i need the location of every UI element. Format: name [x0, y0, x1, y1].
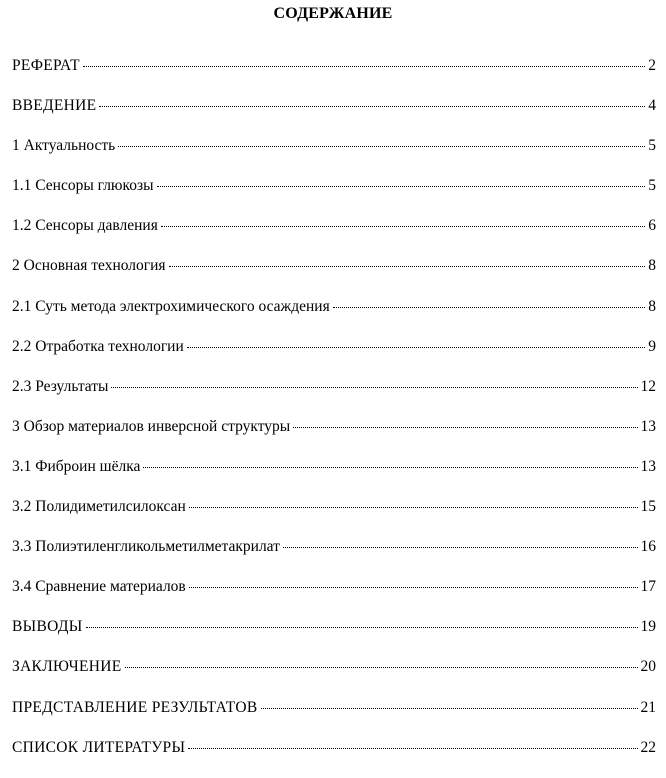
dot-leader	[99, 105, 645, 107]
toc-entry-label: 1.1 Сенсоры глюкозы	[12, 177, 154, 195]
toc-entry-technology-development[interactable]	[12, 337, 656, 377]
toc-entry-page: 4	[648, 97, 656, 115]
toc-entry-page: 5	[648, 177, 656, 195]
dot-leader	[157, 185, 646, 187]
toc-entry-label: 3 Обзор материалов инверсной структуры	[12, 417, 291, 435]
dot-leader	[188, 747, 637, 749]
toc-entry-label: 3.2 Полидиметилсилоксан	[12, 498, 186, 516]
dot-leader	[261, 707, 638, 709]
toc-entry-references[interactable]	[12, 738, 656, 778]
toc-entry-findings[interactable]	[12, 617, 656, 657]
dot-leader	[111, 386, 637, 388]
toc-entry-page: 12	[640, 377, 656, 395]
toc-entry-pegma[interactable]	[12, 537, 656, 577]
toc-entry-page: 20	[640, 658, 656, 676]
dot-leader	[169, 265, 646, 267]
toc-entry-relevance[interactable]	[12, 136, 656, 176]
toc-entry-page: 15	[640, 498, 656, 516]
toc-entry-conclusion[interactable]	[12, 657, 656, 697]
dot-leader	[189, 506, 638, 508]
toc-entry-label: ЗАКЛЮЧЕНИЕ	[12, 658, 122, 676]
toc-entry-silk-fibroin[interactable]	[12, 457, 656, 497]
toc-entry-label: РЕФЕРАТ	[12, 57, 80, 74]
toc-entry-label: ПРЕДСТАВЛЕНИЕ РЕЗУЛЬТАТОВ	[12, 698, 258, 716]
toc-entry-label: 2.3 Результаты	[12, 377, 109, 395]
dot-leader	[293, 426, 637, 428]
toc-entry-materials-review[interactable]	[12, 417, 656, 457]
toc-entry-page: 17	[640, 578, 656, 596]
toc-entry-label: 2.2 Отработка технологии	[12, 337, 184, 355]
dot-leader	[189, 586, 638, 588]
dot-leader	[125, 666, 638, 668]
dot-leader	[283, 546, 638, 548]
toc-entry-label: 3.3 Полиэтиленгликольметилметакрилат	[12, 538, 280, 556]
toc-entry-page: 22	[640, 738, 656, 756]
dot-leader	[187, 346, 645, 348]
dot-leader	[83, 65, 645, 67]
toc-entry-page: 8	[648, 257, 656, 275]
toc-entry-page: 9	[648, 337, 656, 355]
toc-entry-label: 1.2 Сенсоры давления	[12, 217, 158, 235]
toc-entry-label: ВВЕДЕНИЕ	[12, 97, 97, 115]
toc-entry-results[interactable]	[12, 377, 656, 417]
toc-entry-glucose-sensors[interactable]	[12, 176, 656, 216]
toc-entry-label: 3.4 Сравнение материалов	[12, 578, 186, 596]
toc-entry-label: ВЫВОДЫ	[12, 618, 83, 636]
toc-entry-label: 1 Актуальность	[12, 137, 116, 155]
dot-leader	[333, 306, 646, 308]
dot-leader	[143, 466, 637, 468]
toc-entry-abstract[interactable]	[12, 56, 656, 96]
toc-entry-introduction[interactable]	[12, 96, 656, 136]
toc-entry-page: 16	[640, 538, 656, 556]
toc-entry-page: 19	[640, 618, 656, 636]
toc-entry-page: 2	[648, 57, 656, 74]
toc-entry-page: 13	[640, 457, 656, 475]
toc-entry-page: 5	[648, 137, 656, 155]
toc-entry-materials-comparison[interactable]	[12, 577, 656, 617]
dot-leader	[86, 626, 638, 628]
toc-entry-pdms[interactable]	[12, 497, 656, 537]
toc-entry-label: 2 Основная технология	[12, 257, 166, 275]
toc-entry-page: 6	[648, 217, 656, 235]
toc-entry-main-technology[interactable]	[12, 256, 656, 296]
toc-entry-label: 3.1 Фиброин шёлка	[12, 457, 141, 475]
dot-leader	[118, 145, 645, 147]
table-of-contents	[12, 56, 656, 778]
toc-entry-page: 8	[648, 297, 656, 315]
toc-entry-results-presentation[interactable]	[12, 698, 656, 738]
toc-entry-label: СПИСОК ЛИТЕРАТУРЫ	[12, 738, 186, 756]
toc-entry-page: 21	[640, 698, 656, 716]
dot-leader	[161, 225, 645, 227]
toc-entry-method-essence[interactable]	[12, 297, 656, 337]
toc-entry-page: 13	[640, 417, 656, 435]
toc-entry-pressure-sensors[interactable]	[12, 216, 656, 256]
toc-entry-label: 2.1 Суть метода электрохимического осаждения	[12, 297, 330, 315]
page-title: СОДЕРЖАНИЕ	[273, 5, 393, 22]
